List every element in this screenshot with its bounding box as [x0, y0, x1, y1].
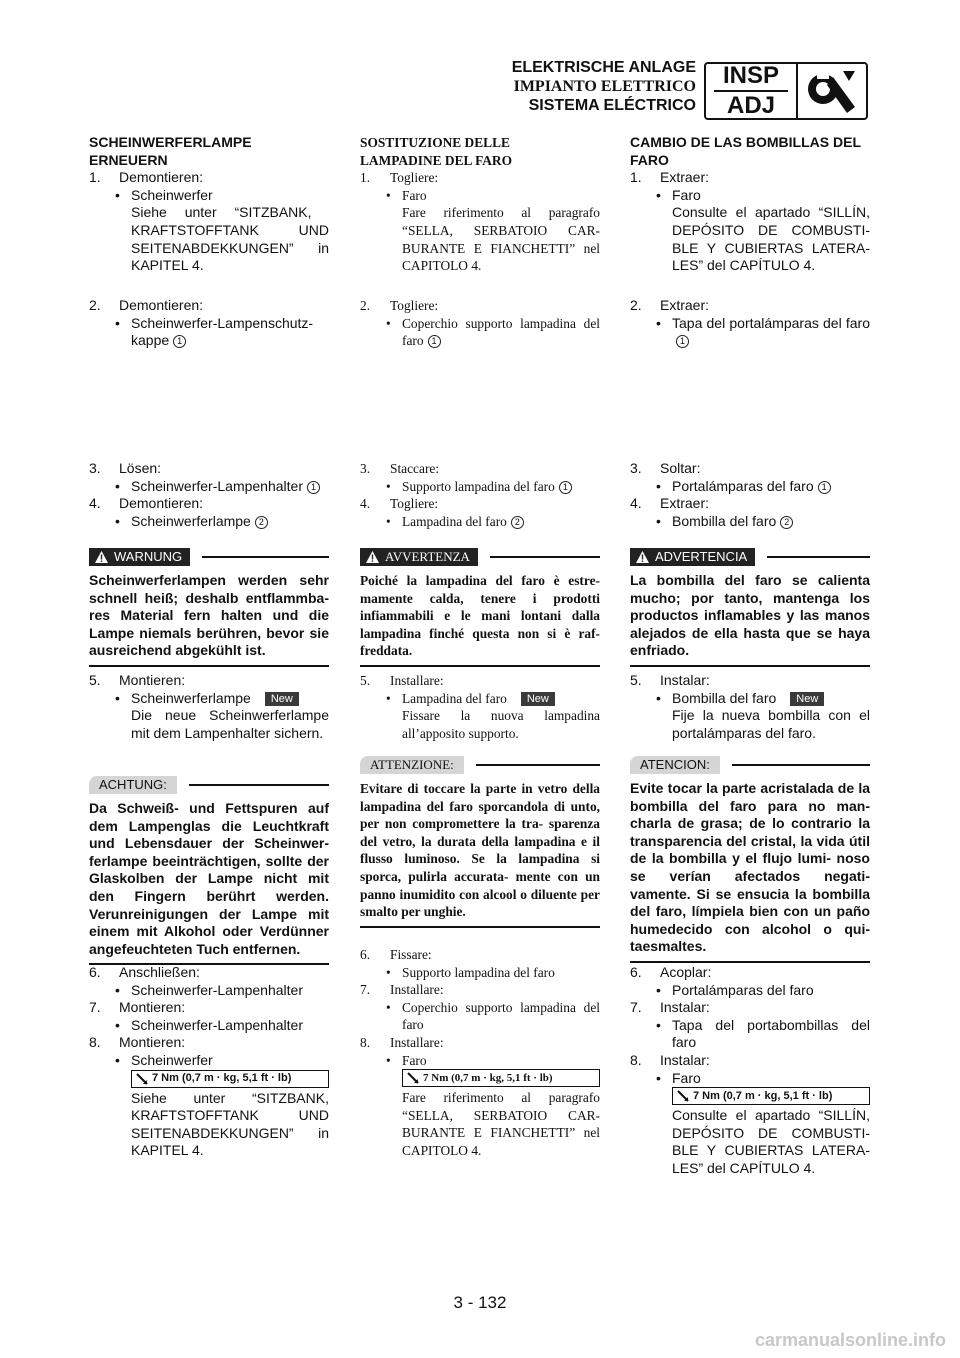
step-text: Demontieren:	[119, 169, 204, 186]
install-note: Fije la nueva bombilla con el portalámparas del faro.	[672, 707, 870, 741]
callout-marker: 2	[255, 516, 268, 529]
reference-note: Siehe unter “SITZBANK, KRAFTSTOFFTANK UND SEITENABDEKKUNGEN” in KAPITEL 4.	[131, 204, 329, 274]
callout-marker: 1	[307, 481, 320, 494]
torque-wrench-icon	[132, 1073, 152, 1085]
step-number: 3.	[630, 460, 642, 476]
warning-label: AVVERTENZA	[360, 548, 478, 566]
caution-box	[630, 754, 870, 963]
step-number: 5.	[89, 672, 101, 688]
bullet-text: Faro	[672, 1069, 701, 1086]
warning-label: ADVERTENCIA	[630, 548, 755, 566]
reference-note: Siehe unter “SITZBANK, KRAFTSTOFFTANK UND SEITENABDEKKUNGEN” in KAPITEL 4.	[131, 1089, 329, 1159]
bullet-text: Scheinwerferlampe	[131, 689, 251, 706]
step-text: Togliere:	[390, 298, 439, 313]
torque-spec: 7 Nm (0,7 m · kg, 5,1 ft · lb)	[402, 1069, 600, 1087]
title-it-1: SOSTITUZIONE DELLE	[360, 135, 510, 150]
title-de-1: SCHEINWERFERLAMPE	[89, 134, 252, 150]
caution-box	[360, 754, 600, 928]
install-note: Fissare la nuova lampadina all’apposito supporto.	[402, 708, 600, 741]
step-text: Extraer:	[660, 297, 710, 313]
step-text: Demontieren:	[119, 297, 204, 313]
torque-spec: 7 Nm (0,7 m · kg, 5,1 ft · lb)	[672, 1087, 870, 1105]
step-text: Installare:	[390, 982, 444, 998]
step-text: Instalar:	[660, 1051, 710, 1068]
bullet-text: Lampadina del faro	[402, 690, 507, 706]
title-it-2: LAMPADINE DEL FARO	[360, 152, 513, 168]
step-text: Montieren:	[119, 999, 186, 1016]
step-number: 6.	[89, 964, 101, 980]
step-text: Acoplar:	[660, 964, 712, 980]
callout-marker: 1	[676, 335, 689, 348]
callout-marker: 1	[818, 481, 831, 494]
step-number: 8.	[89, 1034, 101, 1051]
step-number: 6.	[360, 947, 371, 962]
step-number: 1.	[89, 169, 101, 186]
caution-text: Da Schweiß- und Fettspuren auf dem Lampenglas die Leuchtkraft und Lebensdauer der Scheinwer- ferlampe beeinträchtigen, sollte der Glaskolben der Lampe nicht mit den Fingern berührt werden. Verunreinigungen der Lampe mit einem mit Alkohol oder Verdünner angefeuchteten Tuch entfernen.	[89, 800, 329, 957]
bullet-text: Tapa del portabombillas del faro	[672, 1016, 870, 1051]
bullet-text: Scheinwerfer-Lampenhalter	[131, 981, 303, 998]
bullet-text: Supporto lampadina del faro	[402, 478, 555, 494]
callout-marker: 1	[559, 481, 572, 494]
badge-insp: INSP	[722, 62, 779, 89]
warning-text: La bombilla del faro se calienta mucho; por tanto, mantenga los productos inflamables y las manos alejados de ella hasta que se haya enfriado.	[630, 572, 870, 659]
bullet-text: Bombilla del faro	[672, 512, 777, 529]
step-text: Demontieren:	[119, 495, 204, 512]
step-text: Instalar:	[660, 672, 710, 688]
caution-text: Evite tocar la parte acristalada de la bombilla del faro para no man- charla de grasa; de lo contrario la transparencia del cristal, la vida útil de la bombilla y el flujo lumi- noso se verían afectados negati- vamente. Si se ensucia la bombilla del faro, límpiela bien con un paño humedecido con alcohol o qui- taesmaltes.	[630, 780, 870, 955]
step-number: 8.	[630, 1051, 642, 1068]
caution-text: Evitare di toccare la parte in vetro della lampadina del faro sporcandola di unto, per non compromettere la tra- sparenza del vetro, la durata della lampadina e il flusso luminoso. Se la lampadina si sporca, pulirla accurata- mente con un panno inumidito con alcool o diluente per smalto per unghie.	[360, 781, 600, 920]
callout-marker: 2	[780, 516, 793, 529]
reference-note: Fare riferimento al paragrafo “SELLA, SERBATOIO CAR- BURANTE E FIANCHETTI” nel CAPITOLO 4.	[402, 205, 600, 274]
bullet-text: Bombilla del faro	[672, 689, 777, 706]
title-de-2: ERNEUERN	[89, 151, 168, 168]
bullet-text: Scheinwerfer-Lampenhalter	[131, 477, 303, 494]
warning-box	[360, 546, 600, 667]
bullet-text: Scheinwerfer	[131, 186, 213, 203]
reference-note: Consulte el apartado “SILLÍN, DEPÓSITO DE COMBUSTI- BLE Y CUBIERTAS LATERA- LES” del CAPÍTULO 4.	[672, 204, 870, 274]
step-text: Anschließen:	[119, 964, 200, 980]
title-es-1: CAMBIO DE LAS BOMBILLAS DEL	[630, 134, 861, 150]
warning-text: Poiché la lampadina del faro è estre- mamente calda, tenere i prodotti infiammabili e le mani lontani dalla lampadina finché questa non si è raf- freddata.	[360, 573, 600, 659]
bullet-text: Scheinwerfer-Lampenschutz-	[131, 314, 314, 331]
section-title-it: IMPIANTO ELETTRICO	[513, 78, 696, 95]
wrench-tool-icon	[798, 64, 866, 118]
section-title-es: SISTEMA ELÉCTRICO	[528, 97, 696, 114]
bullet-text: Tapa del portalámparas del faro	[672, 314, 870, 331]
section-header	[512, 58, 696, 115]
bullet-text: Portalámparas del faro	[672, 477, 814, 494]
step-number: 3.	[89, 460, 101, 476]
warning-triangle-icon	[95, 551, 108, 563]
step-number: 4.	[630, 495, 642, 512]
caution-label: ATTENZIONE:	[360, 756, 464, 774]
step-text: Extraer:	[660, 169, 710, 186]
torque-wrench-icon	[673, 1090, 693, 1102]
step-number: 4.	[360, 496, 371, 512]
reference-note: Consulte el apartado “SILLÍN, DEPÓSITO DE COMBUSTI- BLE Y CUBIERTAS LATERA- LES” del CAPÍTULO 4.	[672, 1107, 870, 1176]
step-number: 5.	[630, 672, 642, 688]
watermark-site: carmanualsonline.info	[754, 1330, 946, 1350]
step-number: 8.	[360, 1034, 371, 1050]
caution-label: ACHTUNG:	[89, 776, 177, 794]
bullet-text: Faro	[672, 186, 701, 203]
bullet-text: Faro	[402, 187, 427, 203]
new-part-badge: New	[265, 692, 299, 706]
warning-triangle-icon	[366, 551, 379, 563]
bullet-text: Lampadina del faro	[402, 513, 507, 529]
torque-wrench-icon	[403, 1072, 423, 1084]
step-number: 5.	[360, 673, 371, 688]
step-text: Extraer:	[660, 495, 710, 512]
bullet-text: Scheinwerferlampe	[131, 512, 251, 529]
step-text: Fissare:	[390, 947, 432, 962]
bullet-text: Scheinwerfer	[131, 1051, 213, 1068]
step-text: Togliere:	[390, 496, 439, 512]
callout-marker: 1	[173, 335, 186, 348]
bullet-text: Coperchio supporto lampadina del faro	[402, 315, 600, 349]
bullet-text: Coperchio supporto lampadina del faro	[402, 999, 600, 1033]
callout-marker: 1	[428, 335, 441, 348]
new-part-badge: New	[790, 692, 824, 706]
title-es-2: FARO	[630, 151, 669, 168]
step-text: Lösen:	[119, 460, 162, 476]
bullet-text: Portalámparas del faro	[672, 981, 814, 998]
step-number: 7.	[630, 999, 642, 1016]
caution-label: ATENCION:	[630, 756, 720, 774]
page-number: 3 - 132	[453, 1293, 507, 1312]
insp-adj-badge	[704, 62, 868, 120]
warning-triangle-icon	[636, 551, 649, 563]
step-number: 7.	[89, 999, 101, 1016]
install-note: Die neue Scheinwerferlampe mit dem Lampenhalter sichern.	[131, 707, 329, 741]
bullet-text: Scheinwerfer-Lampenhalter	[131, 1016, 303, 1033]
step-number: 1.	[630, 169, 642, 186]
step-number: 1.	[360, 170, 371, 186]
new-part-badge: New	[521, 692, 555, 706]
step-number: 7.	[360, 982, 371, 998]
caution-box	[89, 774, 329, 965]
bullet-text: Supporto lampadina del faro	[402, 964, 555, 980]
step-text: Instalar:	[660, 999, 710, 1016]
warning-label: WARNUNG	[89, 548, 190, 566]
bullet-text: Faro	[402, 1052, 427, 1068]
step-text: Soltar:	[660, 460, 701, 476]
step-text: Montieren:	[119, 672, 186, 688]
warning-box	[630, 546, 870, 667]
step-text: Montieren:	[119, 1034, 186, 1051]
step-number: 2.	[89, 297, 101, 313]
section-title-de: ELEKTRISCHE ANLAGE	[511, 59, 696, 76]
badge-adj: ADJ	[726, 92, 775, 119]
torque-spec: 7 Nm (0,7 m · kg, 5,1 ft · lb)	[131, 1070, 329, 1088]
step-text: Installare:	[390, 673, 444, 688]
step-number: 6.	[630, 964, 642, 980]
reference-note: Fare riferimento al paragrafo “SELLA, SERBATOIO CAR- BURANTE E FIANCHETTI” nel CAPITOLO 4.	[402, 1090, 600, 1158]
step-text: Togliere:	[390, 170, 439, 186]
step-number: 2.	[360, 298, 371, 313]
warning-text: Scheinwerferlampen werden sehr schnell heiß; deshalb entflammba- res Material fern halten und die Lampe niemals berühren, bevor sie ausreichend abgekühlt ist.	[89, 572, 329, 659]
step-number: 2.	[630, 297, 642, 313]
step-number: 4.	[89, 495, 101, 512]
callout-marker: 2	[511, 516, 524, 529]
step-number: 3.	[360, 461, 371, 476]
step-text: Installare:	[390, 1034, 444, 1050]
warning-box	[89, 546, 329, 667]
step-text: Staccare:	[390, 461, 440, 476]
